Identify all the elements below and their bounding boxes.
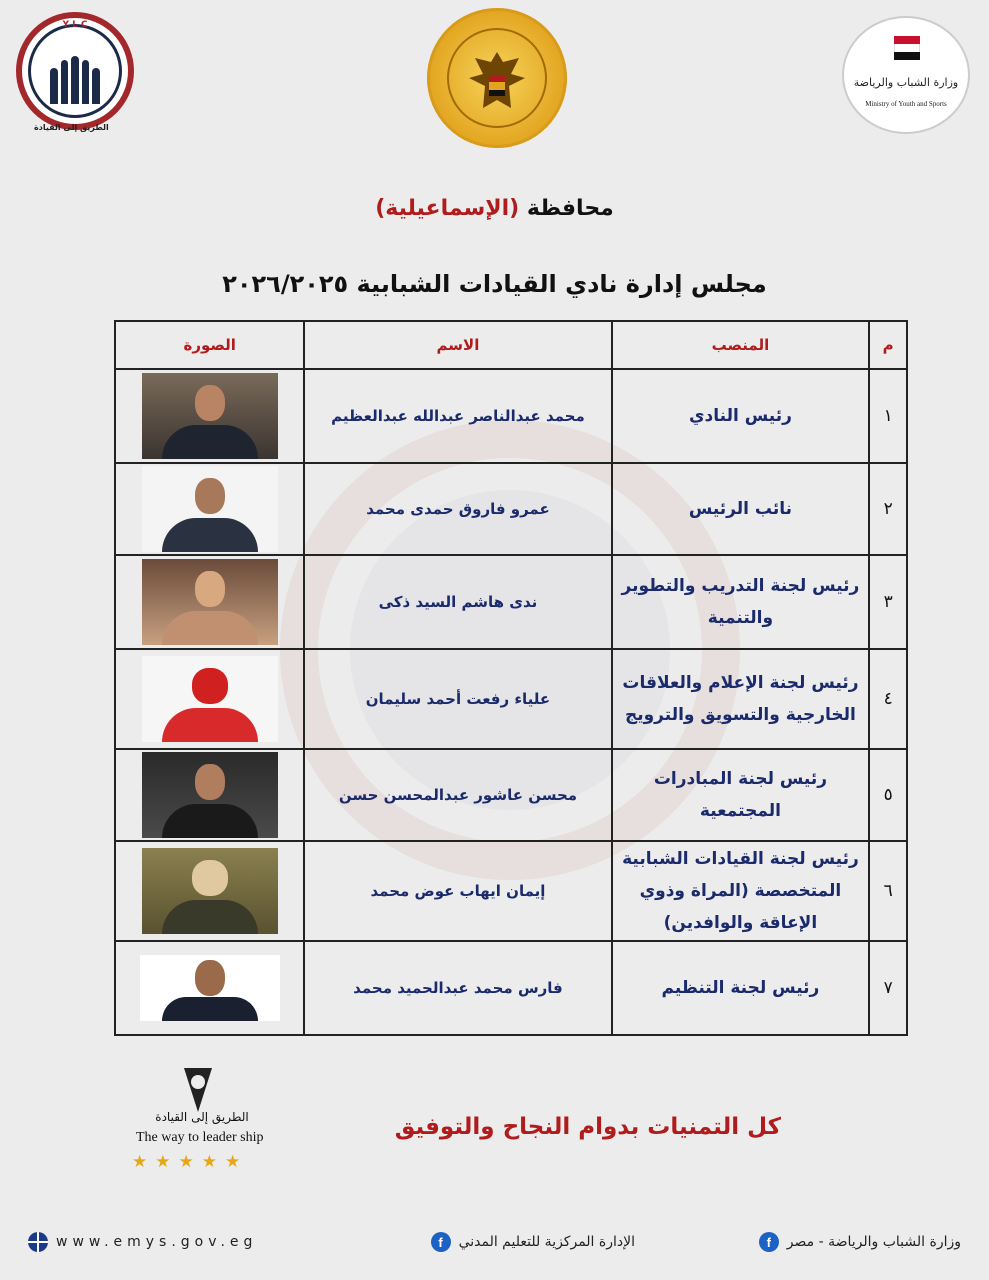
row-photo-cell — [115, 841, 304, 941]
row-name: محمد عبدالناصر عبدالله عبدالعظيم — [304, 369, 611, 463]
row-num: ٧ — [869, 941, 907, 1035]
row-num: ٢ — [869, 463, 907, 555]
row-num: ٤ — [869, 649, 907, 749]
governorate-title — [0, 196, 989, 221]
row-position: رئيس لجنة الإعلام والعلاقات الخارجية والتسويق والترويج — [612, 649, 870, 749]
table-row — [115, 555, 907, 649]
eagle-icon — [427, 48, 567, 130]
member-photo — [142, 559, 278, 645]
table-row — [115, 463, 907, 555]
member-photo — [142, 373, 278, 459]
header-num: م — [869, 321, 907, 369]
wishes-text: كل التمنيات بدوام النجاح والتوفيق — [394, 1114, 781, 1140]
row-name: عمرو فاروق حمدى محمد — [304, 463, 611, 555]
table-row — [115, 749, 907, 841]
row-name: علياء رفعت أحمد سليمان — [304, 649, 611, 749]
central-admin-label: الإدارة المركزية للتعليم المدني — [458, 1234, 635, 1250]
row-position: نائب الرئيس — [612, 463, 870, 555]
governorate-name: (الإسماعيلية) — [375, 196, 520, 221]
row-num: ١ — [869, 369, 907, 463]
ylc-logo-text: Y L C — [62, 20, 88, 30]
ylc-logo — [16, 12, 134, 130]
row-photo-cell — [115, 555, 304, 649]
row-photo-cell — [115, 369, 304, 463]
stars-icon: ★★★★★ — [132, 1152, 249, 1172]
board-members-table — [114, 320, 908, 1036]
globe-icon — [28, 1232, 48, 1252]
row-position: رئيس النادي — [612, 369, 870, 463]
footer-website-link[interactable] — [28, 1232, 257, 1252]
table-row — [115, 369, 907, 463]
table-row — [115, 841, 907, 941]
header-name: الاسم — [304, 321, 611, 369]
row-num: ٥ — [869, 749, 907, 841]
row-name: محسن عاشور عبدالمحسن حسن — [304, 749, 611, 841]
row-num: ٣ — [869, 555, 907, 649]
ylc-logo-caption: الطريق إلى القيادة — [34, 123, 109, 132]
member-photo — [142, 752, 278, 838]
member-photo — [142, 656, 278, 742]
header-photo: الصورة — [115, 321, 304, 369]
website-label: www.emys.gov.eg — [56, 1234, 258, 1250]
row-photo-cell — [115, 749, 304, 841]
way-logo-english: The way to leader ship — [136, 1130, 264, 1145]
table-row — [115, 941, 907, 1035]
ministry-logo-english: Ministry of Youth and Sports — [865, 100, 947, 108]
row-photo-cell — [115, 649, 304, 749]
leadership-mark-icon — [180, 1066, 216, 1114]
footer-central-admin-page[interactable] — [431, 1232, 635, 1252]
header-position: المنصب — [612, 321, 870, 369]
row-photo-cell — [115, 463, 304, 555]
egypt-flag-icon — [894, 36, 920, 62]
member-photo — [142, 466, 278, 552]
row-photo-cell — [115, 941, 304, 1035]
ylc-people-icon — [50, 54, 100, 104]
facebook-icon: f — [759, 1232, 779, 1252]
table-header-row — [115, 321, 907, 369]
row-name: ندى هاشم السيد ذكى — [304, 555, 611, 649]
ministry-logo-arabic: وزارة الشباب والرياضة — [853, 76, 959, 89]
row-name: إيمان ايهاب عوض محمد — [304, 841, 611, 941]
row-position: رئيس لجنة التدريب والتطوير والتنمية — [612, 555, 870, 649]
footer-ministry-page[interactable] — [759, 1232, 961, 1252]
member-photo — [142, 848, 278, 934]
way-logo-arabic: الطريق إلى القيادة — [155, 1110, 249, 1124]
egypt-eagle-emblem — [427, 8, 567, 148]
row-position: رئيس لجنة التنظيم — [612, 941, 870, 1035]
row-name: فارس محمد عبدالحميد محمد — [304, 941, 611, 1035]
ministry-logo — [842, 16, 970, 134]
facebook-icon: f — [431, 1232, 451, 1252]
row-position: رئيس لجنة القيادات الشبابية المتخصصة (المراة وذوي الإعاقة والوافدين) — [612, 841, 870, 941]
row-position: رئيس لجنة المبادرات المجتمعية — [612, 749, 870, 841]
row-num: ٦ — [869, 841, 907, 941]
ministry-page-label: وزارة الشباب والرياضة - مصر — [786, 1234, 961, 1250]
table-row — [115, 649, 907, 749]
board-title: مجلس إدارة نادي القيادات الشبابية ٢٠٢٦/٢٠٢٥ — [222, 270, 767, 298]
way-to-leadership-logo — [130, 1066, 268, 1176]
governorate-prefix: محافظة — [526, 196, 614, 221]
member-photo — [140, 955, 280, 1021]
